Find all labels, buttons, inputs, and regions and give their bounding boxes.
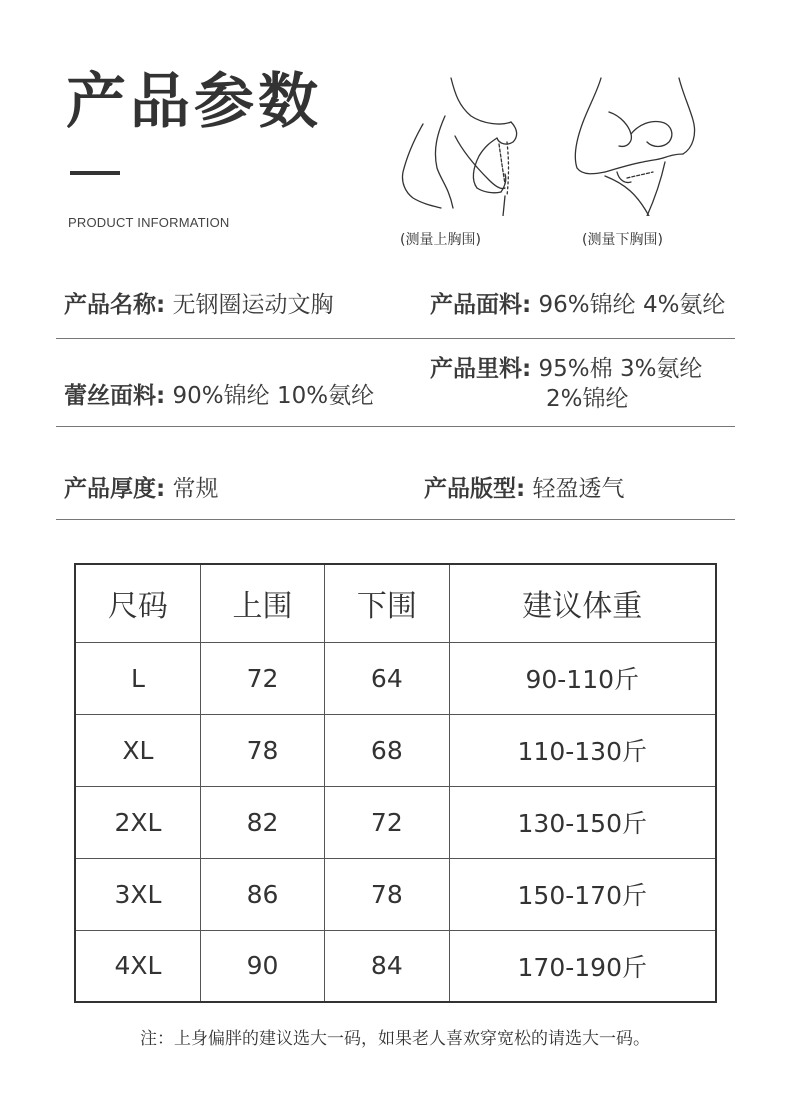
cell-weight: 110-130斤 [449,714,716,786]
page-title: 产品参数 [66,67,322,137]
cell-under-bust: 64 [325,642,449,714]
spec-value: 轻盈透气 [532,476,625,502]
spec-lining [430,354,702,384]
cell-upper-bust: 82 [200,786,324,858]
spec-value: 无钢圈运动文胸 [172,292,334,318]
under-bust-caption: (测量下胸围) [582,232,663,248]
header-upper-bust: 上围 [200,564,324,642]
spec-label: 产品名称: [64,292,166,318]
table-row [75,930,716,1002]
spec-thickness [64,474,219,504]
cell-upper-bust: 72 [200,642,324,714]
cell-size: 2XL [75,786,200,858]
cell-weight: 150-170斤 [449,858,716,930]
cell-weight: 130-150斤 [449,786,716,858]
cell-under-bust: 68 [325,714,449,786]
spec-fit [424,474,625,504]
cell-size: XL [75,714,200,786]
size-table [74,563,717,1003]
upper-bust-caption: (测量上胸围) [400,232,481,248]
table-header-row [75,564,716,642]
spec-label: 产品厚度: [64,476,166,502]
cell-size: 4XL [75,930,200,1002]
spec-value-line2: 2%锦纶 [546,386,629,412]
spec-value: 96%锦纶 4%氨纶 [538,292,726,318]
cell-size: 3XL [75,858,200,930]
cell-under-bust: 78 [325,858,449,930]
divider-line [56,338,735,339]
cell-weight: 90-110斤 [449,642,716,714]
cell-weight: 170-190斤 [449,930,716,1002]
cell-upper-bust: 78 [200,714,324,786]
measure-upper-bust-illustration [393,76,543,216]
spec-fabric [430,290,725,320]
spec-value: 90%锦纶 10%氨纶 [172,383,375,409]
page-subtitle: PRODUCT INFORMATION [68,215,230,230]
table-row [75,858,716,930]
spec-label: 产品版型: [424,476,526,502]
header-size: 尺码 [75,564,200,642]
title-divider [70,171,120,175]
spec-value-line1: 95%棉 3%氨纶 [538,356,703,382]
cell-under-bust: 84 [325,930,449,1002]
spec-label: 蕾丝面料: [64,383,166,409]
table-row [75,714,716,786]
spec-label: 产品面料: [430,292,532,318]
spec-lining-line2 [546,384,629,414]
cell-under-bust: 72 [325,786,449,858]
table-row [75,786,716,858]
header-under-bust: 下围 [325,564,449,642]
header-weight: 建议体重 [449,564,716,642]
spec-lace [64,381,374,411]
spec-product-name [64,290,334,320]
cell-upper-bust: 86 [200,858,324,930]
measure-under-bust-illustration [565,76,715,216]
divider-line [56,519,735,520]
spec-value: 常规 [172,476,219,502]
cell-size: L [75,642,200,714]
table-row [75,642,716,714]
size-note: 注：上身偏胖的建议选大一码，如果老人喜欢穿宽松的请选大一码。 [140,1029,650,1049]
cell-upper-bust: 90 [200,930,324,1002]
spec-label: 产品里料: [430,356,532,382]
divider-line [56,426,735,427]
